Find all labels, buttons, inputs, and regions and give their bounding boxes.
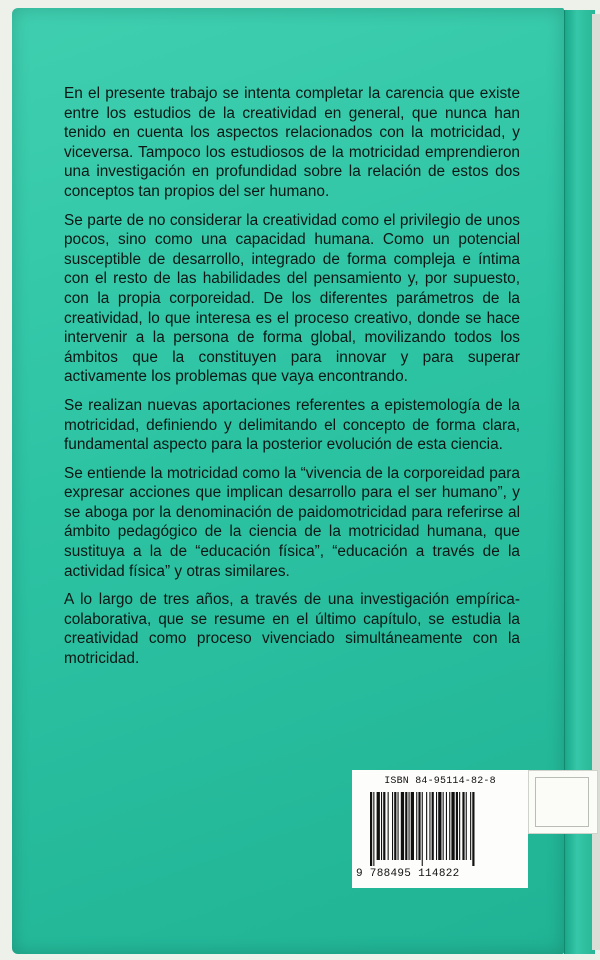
barcode-digits: 9 788495 114822 [356,868,460,880]
blurb-paragraph-4: Se entiende la motricidad como la “vivencia de la corporeidad para expresar acciones que implican desarrollo para el ser humano”, y se aboga por la denominación de paidomotricidad para referirse al ámbito pedagógico de la ciencia de la motricidad humana, que sustituya a la de “educación física”, “educación a través de la actividad física” y otras similares. [64,464,520,580]
sticker-box [535,777,589,827]
isbn-text: ISBN 84-95114-82-8 [384,776,496,787]
barcode-icon [370,792,512,866]
library-sticker [528,770,598,834]
blurb-paragraph-1: En el presente trabajo se intenta completar la carencia que existe entre los estudios de la creatividad en general, que nunca han tenido en cuenta los aspectos relacionados con la motricidad, y viceversa. Tampoco los estudiosos de la motricidad emprendieron una investigación en profundidad sobre la relación de estos dos conceptos tan propios del ser humano. [64,85,520,200]
blurb-paragraph-3: Se realizan nuevas aportaciones referentes a epistemología de la motricidad, definiendo y delimitando el concepto de forma clara, fundamental aspecto para la posterior evolución de esta ciencia. [64,396,520,454]
blurb-paragraph-2: Se parte de no considerar la creatividad como el privilegio de unos pocos, sino como una capacidad humana. Como un potencial susceptible de desarrollo, integrado de forma compleja e íntima con el resto de las habilidades del pensamiento y, por supuesto, con la propia corporeidad. De los diferentes parámetros de la creatividad, lo que interesa es el proceso creativo, donde se hace intervenir a la persona de forma global, movilizando todos los ámbitos que la constituyen para innovar y para superar activamente los problemas que vaya encontrando. [64,211,520,386]
blurb-text [64,84,520,678]
blurb-paragraph-5: A lo largo de tres años, a través de una investigación empírica-colaborativa, que se resume en el último capítulo, se estudia la creatividad como proceso vivenciado simultáneamente con la motricidad. [64,591,520,668]
barcode-label [352,770,528,888]
